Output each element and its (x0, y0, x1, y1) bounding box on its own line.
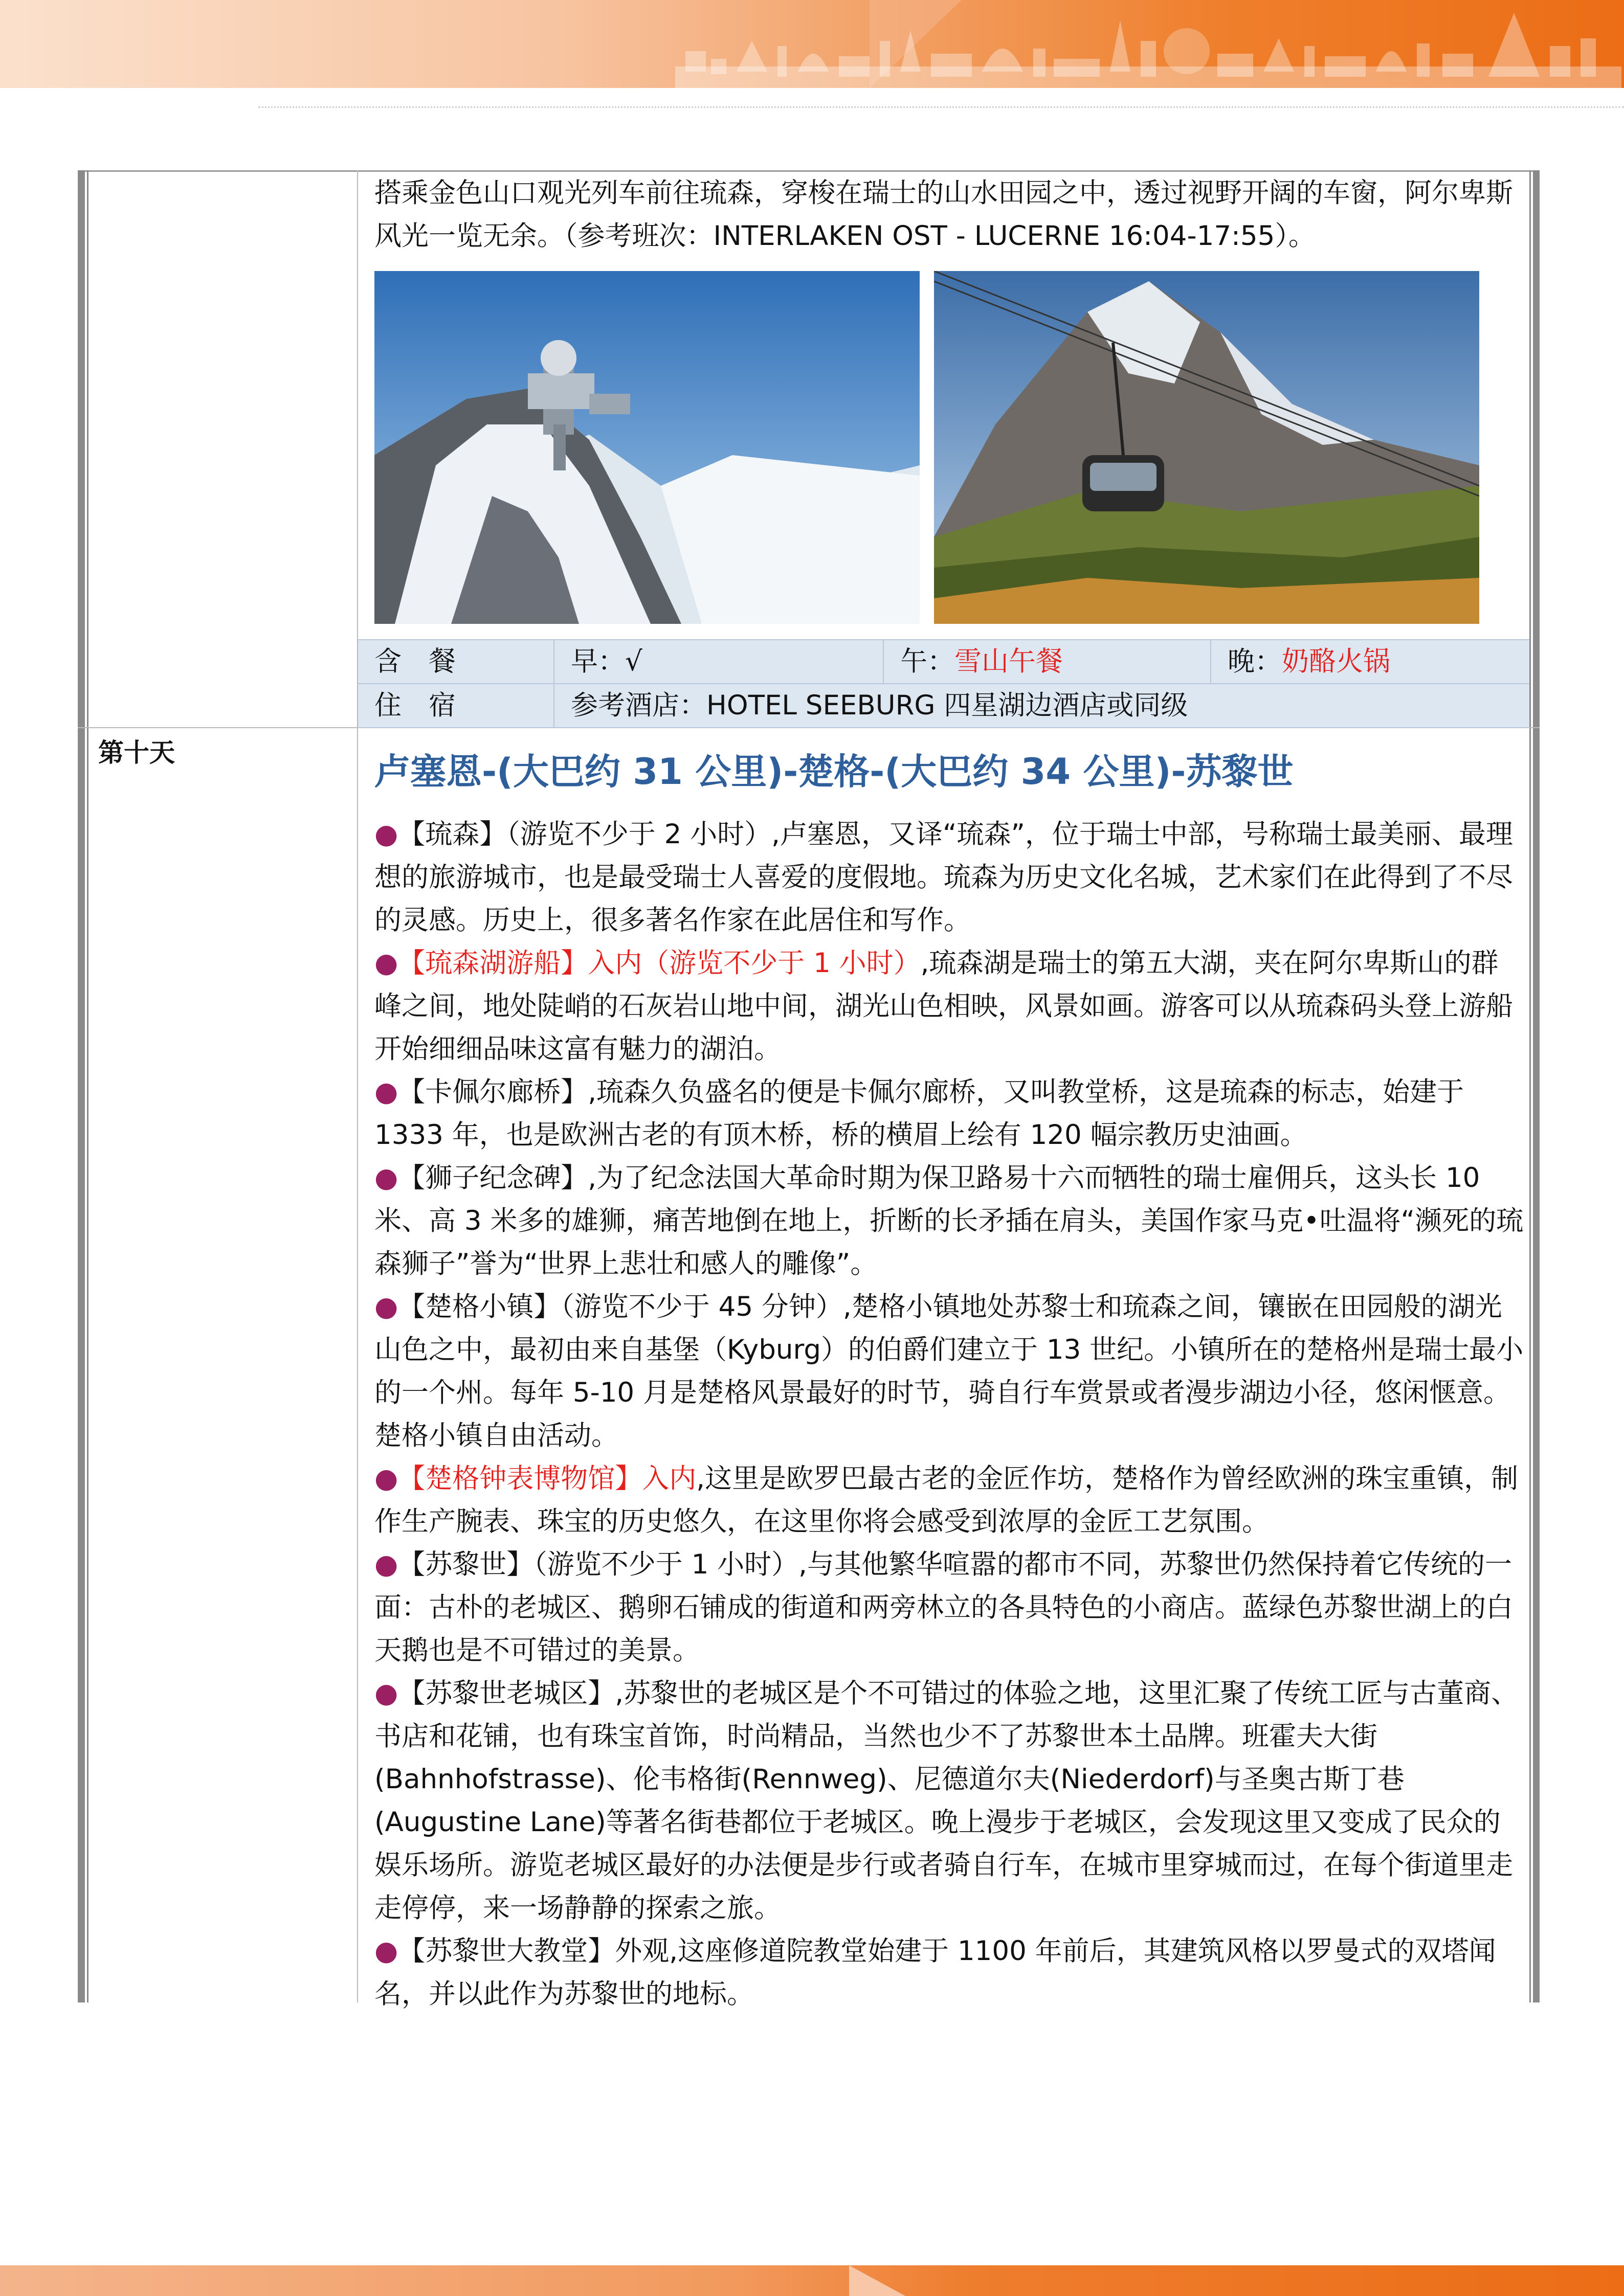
dinner-cell (1228, 640, 1390, 683)
item-heading: 【苏黎世】 (398, 1549, 534, 1580)
lunch-cell (900, 640, 1063, 683)
footer-wedge (849, 2265, 905, 2296)
table-right-border-inner (1529, 170, 1531, 2002)
bullet-icon: ● (374, 948, 398, 979)
bullet-icon: ● (374, 1076, 398, 1108)
dinner-value: 奶酪火锅 (1282, 646, 1390, 677)
bullet-icon: ● (374, 1162, 398, 1194)
item-text: ,琉森久负盛名的便是卡佩尔廊桥，又叫教堂桥，这是琉森的标志，始建于 1333 年，也是欧洲古老的有顶木桥，桥的横眉上绘有 120 幅宗教历史油画。 (374, 1076, 1464, 1151)
bullet-icon: ● (374, 1549, 398, 1580)
item-heading: 【琉森】 (398, 819, 507, 850)
lunch-value: 雪山午餐 (954, 646, 1063, 677)
eiger-cable-car-photo (934, 271, 1479, 624)
item-text: （游览不少于 1 小时）,与其他繁华喧嚣的都市不同，苏黎世仍然保持着它传统的一面：古朴的老城区、鹅卵石铺成的街道和两旁林立的各具特色的小商店。蓝绿色苏黎世湖上的白天鹅也是不可错过的美景。 (374, 1549, 1513, 1666)
footer-band (0, 2265, 1624, 2296)
accommodation-label: 住 宿 (374, 690, 456, 721)
item-text: （游览不少于 2 小时）,卢塞恩，又译“琉森”，位于瑞士中部，号称瑞士最美丽、最理想的旅游城市，也是最受瑞士人喜爱的度假地。琉森为历史文化名城，艺术家们在此得到了不尽的灵感。历史上，很多著名作家在此居住和写作。 (374, 819, 1513, 936)
accommodation-value: 参考酒店：HOTEL SEEBURG 四星湖边酒店或同级 (571, 690, 1188, 721)
item-heading: 【楚格小镇】 (398, 1291, 561, 1322)
item-heading: 【卡佩尔廊桥】 (398, 1076, 588, 1108)
bullet-icon: ● (374, 1463, 398, 1494)
item-text: ,苏黎世的老城区是个不可错过的体验之地，这里汇聚了传统工匠与古董商、书店和花铺，也有珠宝首饰，时尚精品，当然也少不了苏黎世本土品牌。班霍夫大街(Bahnhofstrasse)、伦韦格街(Rennweg)、尼德道尔夫(Niederdorf)与圣奥古斯丁巷(Augustine Lane)等著名街巷都位于老城区。晚上漫步于老城区，会发现这里又变成了民众的娱乐场所。游览老城区最好的办法便是步行或者骑自行车，在城市里穿城而过，在每个街道里走走停停，来一场静静的探索之旅。 (374, 1678, 1519, 1924)
itinerary-item (374, 813, 1525, 942)
itinerary-item (374, 1157, 1525, 1286)
meal-cell-divider (883, 640, 884, 683)
item-heading: 【苏黎世老城区】 (398, 1678, 615, 1709)
breakfast-cell: 早：√ (571, 646, 642, 677)
meal-cell-divider (553, 640, 554, 683)
item-text: ,琉森湖是瑞士的第五大湖，夹在阿尔卑斯山的群峰之间，地处陡峭的石灰岩山地中间，湖光山色相映，风景如画。游客可以从琉森码头登上游船开始细细品味这富有魅力的湖泊。 (374, 948, 1513, 1065)
table-column-divider (357, 170, 358, 2002)
intro-paragraph: 搭乘金色山口观光列车前往琉森，穿梭在瑞士的山水田园之中，透过视野开阔的车窗，阿尔卑斯风光一览无余。（参考班次：INTERLAKEN OST - LUCERNE 16:04-17:55）。 (374, 177, 1513, 252)
item-highlight: 【琉森湖游船】入内（游览不少于 1 小时） (398, 948, 921, 979)
bullet-icon: ● (374, 1291, 398, 1322)
table-left-border-inner (87, 170, 88, 2002)
item-text: ,为了纪念法国大革命时期为保卫路易十六而牺牲的瑞士雇佣兵，这头长 10 米、高 3 米多的雄狮，痛苦地倒在地上，折断的长矛插在肩头，美国作家马克•吐温将“濒死的琉森狮子”誉为“世界上悲壮和感人的雕像”。 (374, 1162, 1524, 1279)
itinerary-item (374, 1543, 1525, 1672)
jungfraujoch-sphinx-observatory-photo (374, 271, 920, 624)
item-text: 外观,这座修道院教堂始建于 1100 年前后，其建筑风格以罗曼式的双塔闻名，并以此作为苏黎世的地标。 (374, 1935, 1496, 2010)
day-label: 第十天 (98, 738, 175, 768)
itinerary-item (374, 1457, 1525, 1543)
accommodation-row (358, 683, 1529, 728)
table-left-border (78, 170, 85, 2002)
itinerary-item (374, 942, 1525, 1071)
meal-row (358, 639, 1529, 683)
header-divider (258, 106, 1624, 108)
item-text: （游览不少于 45 分钟）,楚格小镇地处苏黎士和琉森之间，镶嵌在田园般的湖光山色之中，最初由来自基堡（Kyburg）的伯爵们建立于 13 世纪。小镇所在的楚格州是瑞士最小的一个州。每年 5-10 月是楚格风景最好的时节，骑自行车赏景或者漫步湖边小径，悠闲惬意。楚格小镇自由活动。 (374, 1291, 1524, 1451)
itinerary-item (374, 1286, 1525, 1457)
itinerary-item (374, 1930, 1525, 2016)
bullet-icon: ● (374, 1935, 398, 1967)
item-highlight: 【楚格钟表博物馆】入内 (398, 1463, 697, 1494)
route-title: 卢塞恩-(大巴约 31 公里)-楚格-(大巴约 34 公里)-苏黎世 (374, 751, 1294, 793)
bullet-icon: ● (374, 1678, 398, 1709)
item-text: ,这里是欧罗巴最古老的金匠作坊，楚格作为曾经欧洲的珠宝重镇，制作生产腕表、珠宝的历史悠久，在这里你将会感受到浓厚的金匠工艺氛围。 (374, 1463, 1519, 1537)
meal-cell-divider (1210, 640, 1211, 683)
city-skyline-decoration (675, 10, 1621, 88)
meal-label: 含 餐 (374, 646, 456, 677)
lunch-prefix: 午： (900, 646, 954, 677)
bullet-icon: ● (374, 819, 398, 850)
table-right-border (1533, 170, 1540, 2002)
item-heading: 【狮子纪念碑】 (398, 1162, 588, 1194)
stay-cell-divider (553, 684, 554, 727)
itinerary-item (374, 1071, 1525, 1157)
item-heading: 【苏黎世大教堂】 (398, 1935, 615, 1967)
itinerary-content (374, 813, 1525, 2016)
dinner-prefix: 晚： (1228, 646, 1282, 677)
header-banner (0, 0, 1624, 88)
itinerary-item (374, 1672, 1525, 1930)
